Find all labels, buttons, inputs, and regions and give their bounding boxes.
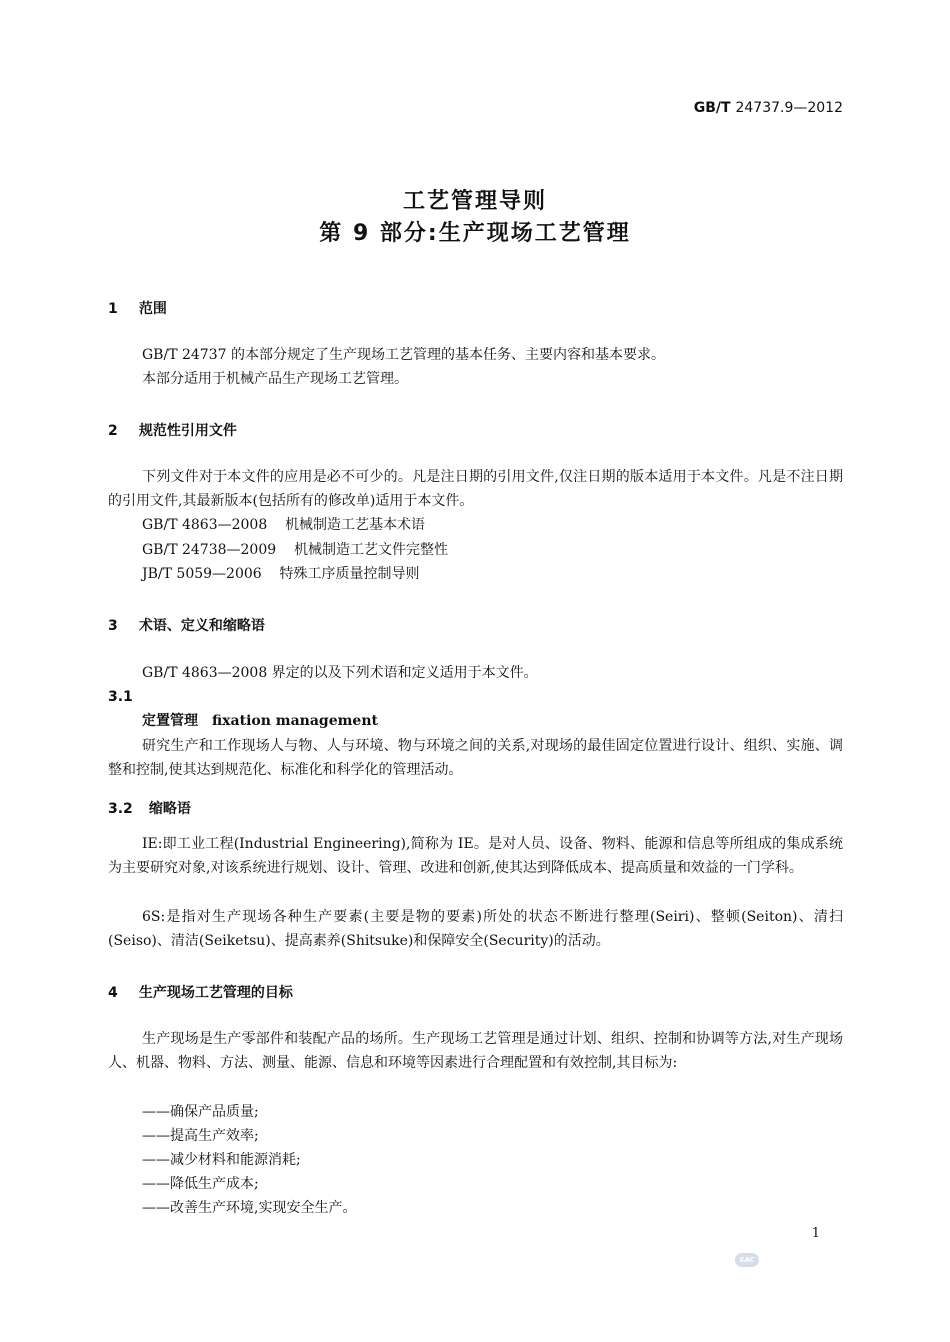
term-chinese: 定置管理	[142, 713, 198, 729]
section-title: 生产现场工艺管理的目标	[138, 985, 293, 1001]
section-2-heading	[108, 420, 237, 440]
reference-code: JB/T 5059—2006	[142, 566, 262, 582]
section-title: 术语、定义和缩略语	[138, 618, 265, 634]
list-item: ——改善生产环境,实现安全生产。	[142, 1200, 357, 1216]
reference-name: 机械制造工艺基本术语	[285, 517, 426, 533]
reference-code: GB/T 24738—2009	[142, 542, 277, 558]
list-item: ——减少材料和能源消耗;	[142, 1152, 301, 1168]
section-4-para-1: 生产现场是生产零部件和装配产品的场所。生产现场工艺管理是通过计划、组织、控制和协调等方法,对生产现场人、机器、物料、方法、测量、能源、信息和环境等因素进行合理配置和有效控制,其目标为:	[108, 1031, 843, 1071]
term-definition: 研究生产和工作现场人与物、人与环境、物与环境之间的关系,对现场的最佳固定位置进行设计、组织、实施、调整和控制,使其达到规范化、标准化和科学化的管理活动。	[108, 738, 843, 778]
section-2-para-1: 下列文件对于本文件的应用是必不可少的。凡是注日期的引用文件,仅注日期的版本适用于本文件。凡是不注日期的引用文件,其最新版本(包括所有的修改单)适用于本文件。	[108, 469, 843, 509]
abbreviation-ie: IE:即工业工程(Industrial Engineering),简称为 IE。是对人员、设备、物料、能源和信息等所组成的集成系统为主要研究对象,对该系统进行规划、设计、管理、改进和创新,使其达到降低成本、提高质量和效益的一门学科。	[108, 836, 843, 876]
standard-code-number: 24737.9—2012	[735, 100, 843, 116]
section-number: 4	[108, 985, 118, 1001]
subsection-3-1-number: 3.1	[108, 689, 133, 705]
section-3-para-1: GB/T 4863—2008 界定的以及下列术语和定义适用于本文件。	[142, 665, 538, 681]
section-title: 缩略语	[148, 801, 191, 817]
page-number: 1	[811, 1226, 820, 1241]
document-subtitle: 第 9 部分:生产现场工艺管理	[319, 221, 631, 246]
reference-name: 机械制造工艺文件完整性	[293, 542, 448, 558]
reference-name: 特殊工序质量控制导则	[279, 566, 420, 582]
reference-item	[142, 513, 425, 537]
section-1-heading	[108, 298, 167, 318]
reference-item	[142, 562, 419, 586]
section-title: 范围	[138, 301, 167, 317]
term-entry	[142, 709, 378, 733]
subsection-3-2-heading	[108, 798, 191, 818]
list-item: ——提高生产效率;	[142, 1128, 259, 1144]
reference-item	[142, 538, 448, 562]
reference-code: GB/T 4863—2008	[142, 517, 268, 533]
sac-logo-icon: SAC	[735, 1253, 759, 1267]
standard-code-prefix: GB/T	[693, 100, 731, 116]
list-item: ——降低生产成本;	[142, 1176, 259, 1192]
term-english: fixation management	[212, 713, 378, 729]
section-3-heading	[108, 615, 265, 635]
section-1-para-1: GB/T 24737 的本部分规定了生产现场工艺管理的基本任务、主要内容和基本要求。	[142, 347, 665, 363]
section-title: 规范性引用文件	[138, 423, 237, 439]
document-title: 工艺管理导则	[402, 189, 547, 214]
abbreviation-6s: 6S:是指对生产现场各种生产要素(主要是物的要素)所处的状态不断进行整理(Seiri)、整顿(Seiton)、清扫(Seiso)、清洁(Seiketsu)、提高素养(Shitsuke)和保障安全(Security)的活动。	[108, 909, 843, 949]
standard-code	[694, 100, 843, 116]
section-number: 3	[108, 618, 118, 634]
section-number: 1	[108, 301, 118, 317]
section-number: 2	[108, 423, 118, 439]
section-4-heading	[108, 982, 293, 1002]
list-item: ——确保产品质量;	[142, 1104, 259, 1120]
section-number: 3.2	[108, 801, 133, 817]
section-1-para-2: 本部分适用于机械产品生产现场工艺管理。	[142, 371, 408, 387]
